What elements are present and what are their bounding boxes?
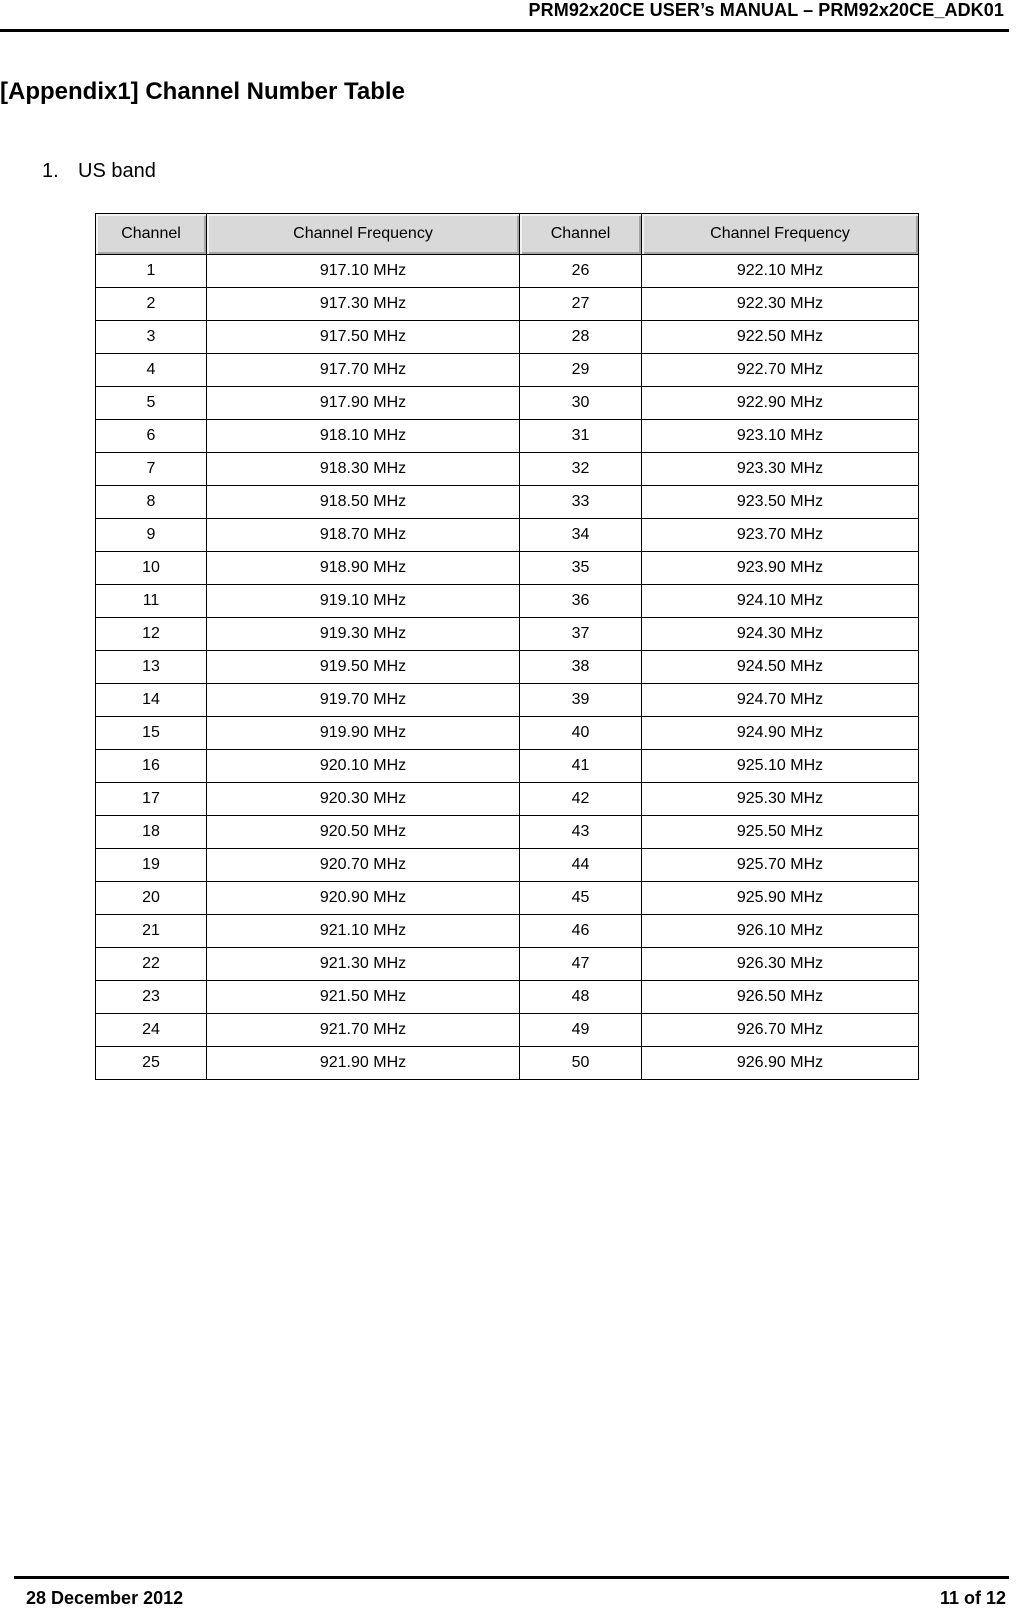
cell-channel-frequency: 922.90 MHz — [642, 387, 919, 420]
cell-channel-frequency: 918.10 MHz — [207, 420, 520, 453]
cell-channel: 9 — [96, 519, 207, 552]
table-row — [96, 420, 919, 453]
cell-channel-frequency: 921.50 MHz — [207, 981, 520, 1014]
cell-channel: 48 — [520, 981, 642, 1014]
cell-channel-frequency: 919.90 MHz — [207, 717, 520, 750]
cell-channel-frequency: 922.50 MHz — [642, 321, 919, 354]
cell-channel-frequency: 918.70 MHz — [207, 519, 520, 552]
cell-channel: 32 — [520, 453, 642, 486]
page-number: 11 of 12 — [939, 1588, 1006, 1608]
section-number: 1. — [42, 160, 59, 182]
cell-channel-frequency: 925.10 MHz — [642, 750, 919, 783]
table-row — [96, 354, 919, 387]
cell-channel: 38 — [520, 651, 642, 684]
cell-channel-frequency: 924.30 MHz — [642, 618, 919, 651]
cell-channel-frequency: 921.30 MHz — [207, 948, 520, 981]
cell-channel-frequency: 922.30 MHz — [642, 288, 919, 321]
cell-channel-frequency: 924.90 MHz — [642, 717, 919, 750]
section-label: US band — [78, 160, 156, 182]
table-row — [96, 948, 919, 981]
cell-channel-frequency: 920.90 MHz — [207, 882, 520, 915]
column-header-channel-frequency: Channel Frequency — [207, 214, 520, 255]
cell-channel-frequency: 919.10 MHz — [207, 585, 520, 618]
footer-date: 28 December 2012 — [26, 1588, 184, 1608]
channel-number-table — [95, 213, 919, 1080]
cell-channel-frequency: 924.70 MHz — [642, 684, 919, 717]
cell-channel: 43 — [520, 816, 642, 849]
cell-channel-frequency: 920.10 MHz — [207, 750, 520, 783]
cell-channel: 11 — [96, 585, 207, 618]
cell-channel-frequency: 920.50 MHz — [207, 816, 520, 849]
cell-channel: 46 — [520, 915, 642, 948]
cell-channel-frequency: 922.70 MHz — [642, 354, 919, 387]
cell-channel: 17 — [96, 783, 207, 816]
table-row — [96, 849, 919, 882]
column-header-channel: Channel — [520, 214, 642, 255]
cell-channel: 40 — [520, 717, 642, 750]
table-row — [96, 1047, 919, 1080]
cell-channel: 49 — [520, 1014, 642, 1047]
cell-channel-frequency: 919.50 MHz — [207, 651, 520, 684]
table-header-row — [96, 214, 919, 255]
cell-channel-frequency: 923.10 MHz — [642, 420, 919, 453]
cell-channel-frequency: 925.70 MHz — [642, 849, 919, 882]
cell-channel-frequency: 926.90 MHz — [642, 1047, 919, 1080]
cell-channel-frequency: 921.10 MHz — [207, 915, 520, 948]
footer-rule — [14, 1576, 1009, 1579]
cell-channel: 27 — [520, 288, 642, 321]
cell-channel-frequency: 923.50 MHz — [642, 486, 919, 519]
cell-channel: 29 — [520, 354, 642, 387]
cell-channel-frequency: 925.50 MHz — [642, 816, 919, 849]
cell-channel: 6 — [96, 420, 207, 453]
cell-channel-frequency: 924.50 MHz — [642, 651, 919, 684]
cell-channel-frequency: 919.70 MHz — [207, 684, 520, 717]
cell-channel: 34 — [520, 519, 642, 552]
cell-channel: 47 — [520, 948, 642, 981]
table-row — [96, 585, 919, 618]
table-row — [96, 255, 919, 288]
table-row — [96, 552, 919, 585]
table-body — [96, 255, 919, 1080]
cell-channel-frequency: 921.90 MHz — [207, 1047, 520, 1080]
cell-channel-frequency: 918.90 MHz — [207, 552, 520, 585]
cell-channel: 7 — [96, 453, 207, 486]
table-row — [96, 882, 919, 915]
cell-channel: 37 — [520, 618, 642, 651]
table-row — [96, 519, 919, 552]
table-row — [96, 1014, 919, 1047]
cell-channel: 33 — [520, 486, 642, 519]
cell-channel-frequency: 921.70 MHz — [207, 1014, 520, 1047]
cell-channel-frequency: 926.10 MHz — [642, 915, 919, 948]
document-title: PRM92x20CE USER’s MANUAL – PRM92x20CE_ADK01 — [528, 0, 1004, 20]
cell-channel: 42 — [520, 783, 642, 816]
cell-channel: 50 — [520, 1047, 642, 1080]
table-row — [96, 486, 919, 519]
cell-channel: 39 — [520, 684, 642, 717]
cell-channel: 20 — [96, 882, 207, 915]
table-row — [96, 321, 919, 354]
cell-channel: 1 — [96, 255, 207, 288]
table-row — [96, 684, 919, 717]
cell-channel-frequency: 918.50 MHz — [207, 486, 520, 519]
cell-channel: 15 — [96, 717, 207, 750]
cell-channel-frequency: 920.30 MHz — [207, 783, 520, 816]
cell-channel-frequency: 925.30 MHz — [642, 783, 919, 816]
cell-channel-frequency: 926.30 MHz — [642, 948, 919, 981]
table-row — [96, 783, 919, 816]
cell-channel: 24 — [96, 1014, 207, 1047]
cell-channel-frequency: 917.30 MHz — [207, 288, 520, 321]
header-rule — [0, 29, 1009, 32]
cell-channel-frequency: 923.90 MHz — [642, 552, 919, 585]
cell-channel-frequency: 926.50 MHz — [642, 981, 919, 1014]
cell-channel-frequency: 920.70 MHz — [207, 849, 520, 882]
cell-channel-frequency: 917.50 MHz — [207, 321, 520, 354]
cell-channel: 16 — [96, 750, 207, 783]
cell-channel-frequency: 917.70 MHz — [207, 354, 520, 387]
cell-channel: 10 — [96, 552, 207, 585]
cell-channel-frequency: 923.70 MHz — [642, 519, 919, 552]
cell-channel-frequency: 924.10 MHz — [642, 585, 919, 618]
table-row — [96, 915, 919, 948]
cell-channel-frequency: 918.30 MHz — [207, 453, 520, 486]
cell-channel: 5 — [96, 387, 207, 420]
cell-channel: 36 — [520, 585, 642, 618]
cell-channel: 30 — [520, 387, 642, 420]
table-row — [96, 453, 919, 486]
section-heading — [42, 160, 156, 183]
cell-channel-frequency: 926.70 MHz — [642, 1014, 919, 1047]
table-row — [96, 288, 919, 321]
table-row — [96, 816, 919, 849]
appendix-title: [Appendix1] Channel Number Table — [0, 78, 405, 105]
cell-channel-frequency: 917.10 MHz — [207, 255, 520, 288]
cell-channel: 8 — [96, 486, 207, 519]
cell-channel-frequency: 925.90 MHz — [642, 882, 919, 915]
table-row — [96, 750, 919, 783]
cell-channel: 35 — [520, 552, 642, 585]
cell-channel-frequency: 917.90 MHz — [207, 387, 520, 420]
cell-channel: 14 — [96, 684, 207, 717]
table-row — [96, 387, 919, 420]
cell-channel-frequency: 919.30 MHz — [207, 618, 520, 651]
cell-channel: 12 — [96, 618, 207, 651]
cell-channel: 26 — [520, 255, 642, 288]
cell-channel: 45 — [520, 882, 642, 915]
column-header-channel: Channel — [96, 214, 207, 255]
cell-channel: 25 — [96, 1047, 207, 1080]
page-header — [0, 0, 1018, 30]
cell-channel: 41 — [520, 750, 642, 783]
table-row — [96, 618, 919, 651]
cell-channel: 28 — [520, 321, 642, 354]
cell-channel-frequency: 923.30 MHz — [642, 453, 919, 486]
cell-channel: 22 — [96, 948, 207, 981]
cell-channel: 44 — [520, 849, 642, 882]
cell-channel: 4 — [96, 354, 207, 387]
column-header-channel-frequency: Channel Frequency — [642, 214, 919, 255]
cell-channel: 3 — [96, 321, 207, 354]
table-row — [96, 651, 919, 684]
cell-channel: 19 — [96, 849, 207, 882]
cell-channel: 23 — [96, 981, 207, 1014]
cell-channel: 18 — [96, 816, 207, 849]
cell-channel: 31 — [520, 420, 642, 453]
cell-channel: 21 — [96, 915, 207, 948]
cell-channel: 2 — [96, 288, 207, 321]
table-row — [96, 717, 919, 750]
table-row — [96, 981, 919, 1014]
cell-channel-frequency: 922.10 MHz — [642, 255, 919, 288]
cell-channel: 13 — [96, 651, 207, 684]
